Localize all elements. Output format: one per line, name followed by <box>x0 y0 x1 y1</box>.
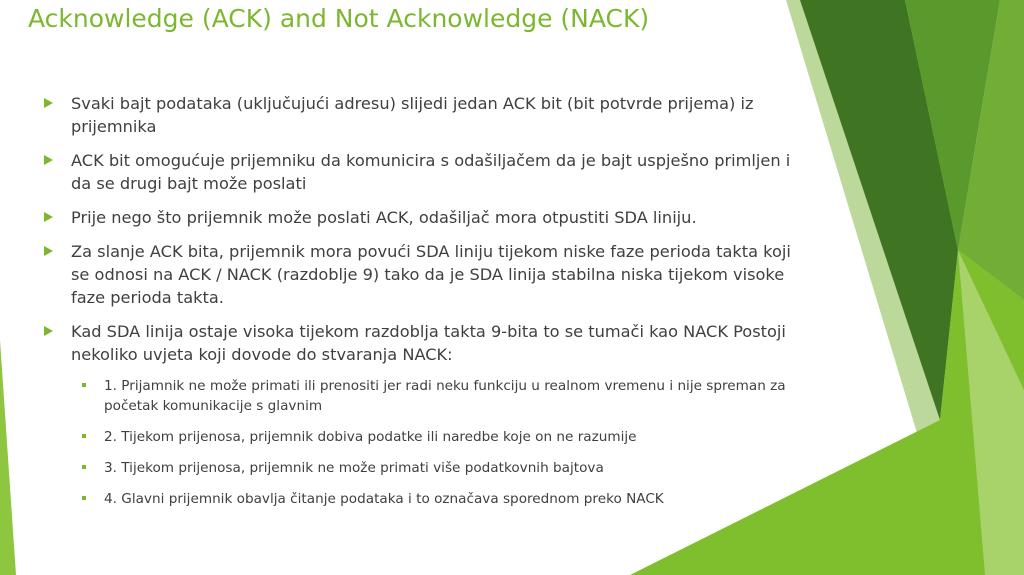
bullet-arrow-icon <box>44 326 53 336</box>
sub-bullet-text: 1. Prijamnik ne može primati ili prenositi jer radi neku funkciju u realnom vremenu i nije spreman za početak komunikacije s glavnim <box>104 378 786 414</box>
bullet-item <box>44 92 804 138</box>
sub-bullet-text: 4. Glavni prijemnik obavlja čitanje podataka i to označava sporednom preko NACK <box>104 491 664 507</box>
sub-bullet-item <box>80 427 800 447</box>
facet-bottom-left <box>0 340 16 575</box>
bullet-arrow-icon <box>44 246 53 256</box>
bullet-text: Za slanje ACK bita, prijemnik mora povući SDA liniju tijekom niske faze perioda takta koji se odnosi na ACK / NACK (razdoblje 9) tako da je SDA linija stabilna niska tijekom visoke faze perioda takta. <box>71 242 791 307</box>
bullet-item <box>44 320 804 366</box>
bullet-item <box>44 149 804 195</box>
sub-bullet-list <box>80 376 800 520</box>
bullet-text: Kad SDA linija ostaje visoka tijekom razdoblja takta 9-bita to se tumači kao NACK Postoji nekoliko uvjeta koji dovode do stvaranja NACK: <box>71 322 786 364</box>
bullet-text: ACK bit omogućuje prijemniku da komunicira s odašiljačem da je bajt uspješno primljen i da se drugi bajt može poslati <box>71 151 791 193</box>
bullet-item <box>44 240 804 309</box>
bullet-item <box>44 206 804 229</box>
sub-bullet-item <box>80 489 800 509</box>
sub-bullet-item <box>80 376 800 416</box>
slide-title: Acknowledge (ACK) and Not Acknowledge (NACK) <box>28 4 650 33</box>
square-bullet-icon <box>82 383 86 387</box>
bullet-arrow-icon <box>44 155 53 165</box>
square-bullet-icon <box>82 434 86 438</box>
bullet-arrow-icon <box>44 98 53 108</box>
sub-bullet-text: 3. Tijekom prijenosa, prijemnik ne može primati više podatkovnih bajtova <box>104 460 604 476</box>
bullet-arrow-icon <box>44 212 53 222</box>
square-bullet-icon <box>82 465 86 469</box>
square-bullet-icon <box>82 496 86 500</box>
sub-bullet-text: 2. Tijekom prijenosa, prijemnik dobiva podatke ili naredbe koje on ne razumije <box>104 429 637 445</box>
bullet-text: Prije nego što prijemnik može poslati ACK, odašiljač mora otpustiti SDA liniju. <box>71 208 697 227</box>
bullet-text: Svaki bajt podataka (uključujući adresu) slijedi jedan ACK bit (bit potvrde prijema) iz prijemnika <box>71 94 754 136</box>
sub-bullet-item <box>80 458 800 478</box>
bullet-list <box>44 92 804 377</box>
